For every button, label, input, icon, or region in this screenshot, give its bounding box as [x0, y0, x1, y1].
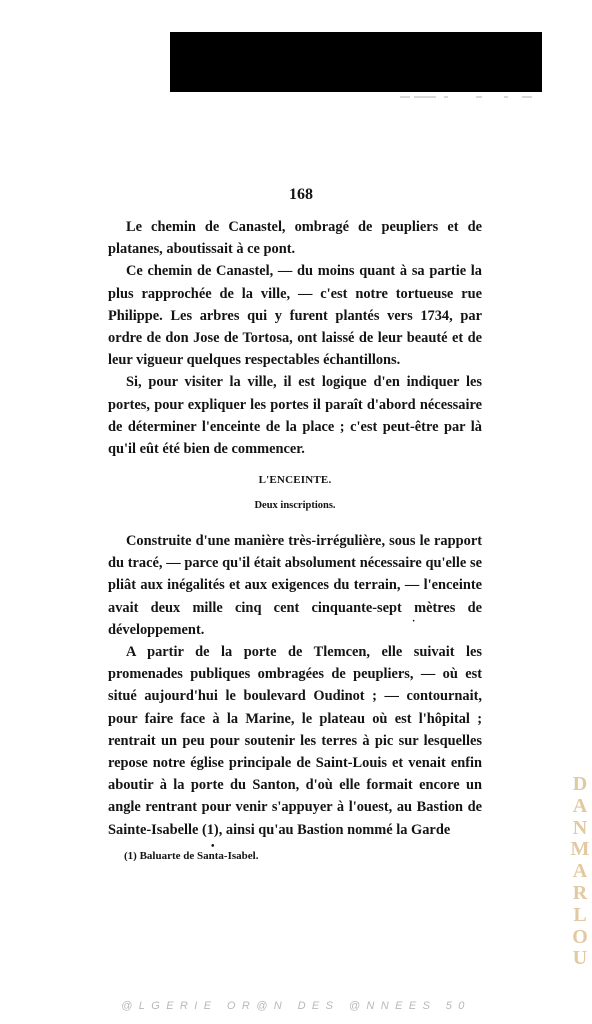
stray-mark: ·	[412, 616, 416, 627]
redaction-bar	[170, 32, 542, 92]
side-watermark-letter: R	[572, 881, 588, 904]
bar-marks	[400, 94, 550, 100]
side-watermark-letter: L	[573, 903, 587, 926]
side-watermark-letter: N	[572, 816, 588, 839]
side-watermark-letter: A	[572, 794, 588, 817]
page-number: 168	[289, 186, 313, 203]
paragraph-5: A partir de la porte de Tlemcen, elle suivait les promenades publiques ombragées de peupliers, — où est situé aujourd'hui le boulevard Oudinot ; — contournait, pour faire face à la Marine, le plateau où est l'hôpital ; rentrait un peu pour soutenir les terres à pic sur lesquelles repose notre église principale de Saint-Louis et venait enfin aboutir à la porte du Santon, d'où elle formait encore un angle rentrant pour venir s'appuyer à l'ouest, au Bastion de Sainte-Isabelle (1), ainsi qu'au Bastion nommé la Garde	[108, 644, 482, 838]
side-watermark-letter: M	[570, 838, 590, 861]
paragraph-4: Construite d'une manière très-irrégulière, sous le rapport du tracé, — parce qu'il était absolument nécessaire qu'elle se pliât aux inégalités et aux exigences du terrain, — l'enceinte avait deux mille cinq cent cinquante-sept mètres de développement.	[108, 533, 482, 638]
side-watermark	[568, 774, 592, 970]
paragraph-3: Si, pour visiter la ville, il est logique d'en indiquer les portes, pour expliquer les portes il paraît d'abord nécessaire de déterminer l'enceinte de la place ; c'est peut-être par là qu'il eût été bien de commencer.	[108, 374, 482, 458]
section-title: L'ENCEINTE.	[258, 474, 332, 486]
section-subtitle: Deux inscriptions.	[254, 500, 336, 511]
footnote: (1) Baluarte de Santa-Isabel.	[124, 850, 259, 862]
side-watermark-letter: O	[572, 925, 588, 948]
side-watermark-letter: U	[572, 947, 588, 970]
side-watermark-letter: D	[572, 773, 588, 795]
body-text-top	[108, 216, 482, 460]
paragraph-2: Ce chemin de Canastel, — du moins quant à sa partie la plus rapprochée de la ville, — c'est notre tortueuse rue Philippe. Les arbres qui y furent plantés vers 1734, par ordre de don Jose de Tortosa, ont laissé de leur beauté et de leur vigueur quelques respectables échantillons.	[108, 263, 482, 369]
footnote-ink-mark: •	[211, 841, 215, 852]
body-text-bottom	[108, 530, 482, 841]
paragraph-1: Le chemin de Canastel, ombragé de peupliers et de platanes, aboutissait à ce pont.	[108, 219, 482, 258]
side-watermark-letter: A	[572, 860, 588, 883]
bottom-watermark: @LGERIE OR@N DES @NNEES 50	[121, 1000, 471, 1012]
